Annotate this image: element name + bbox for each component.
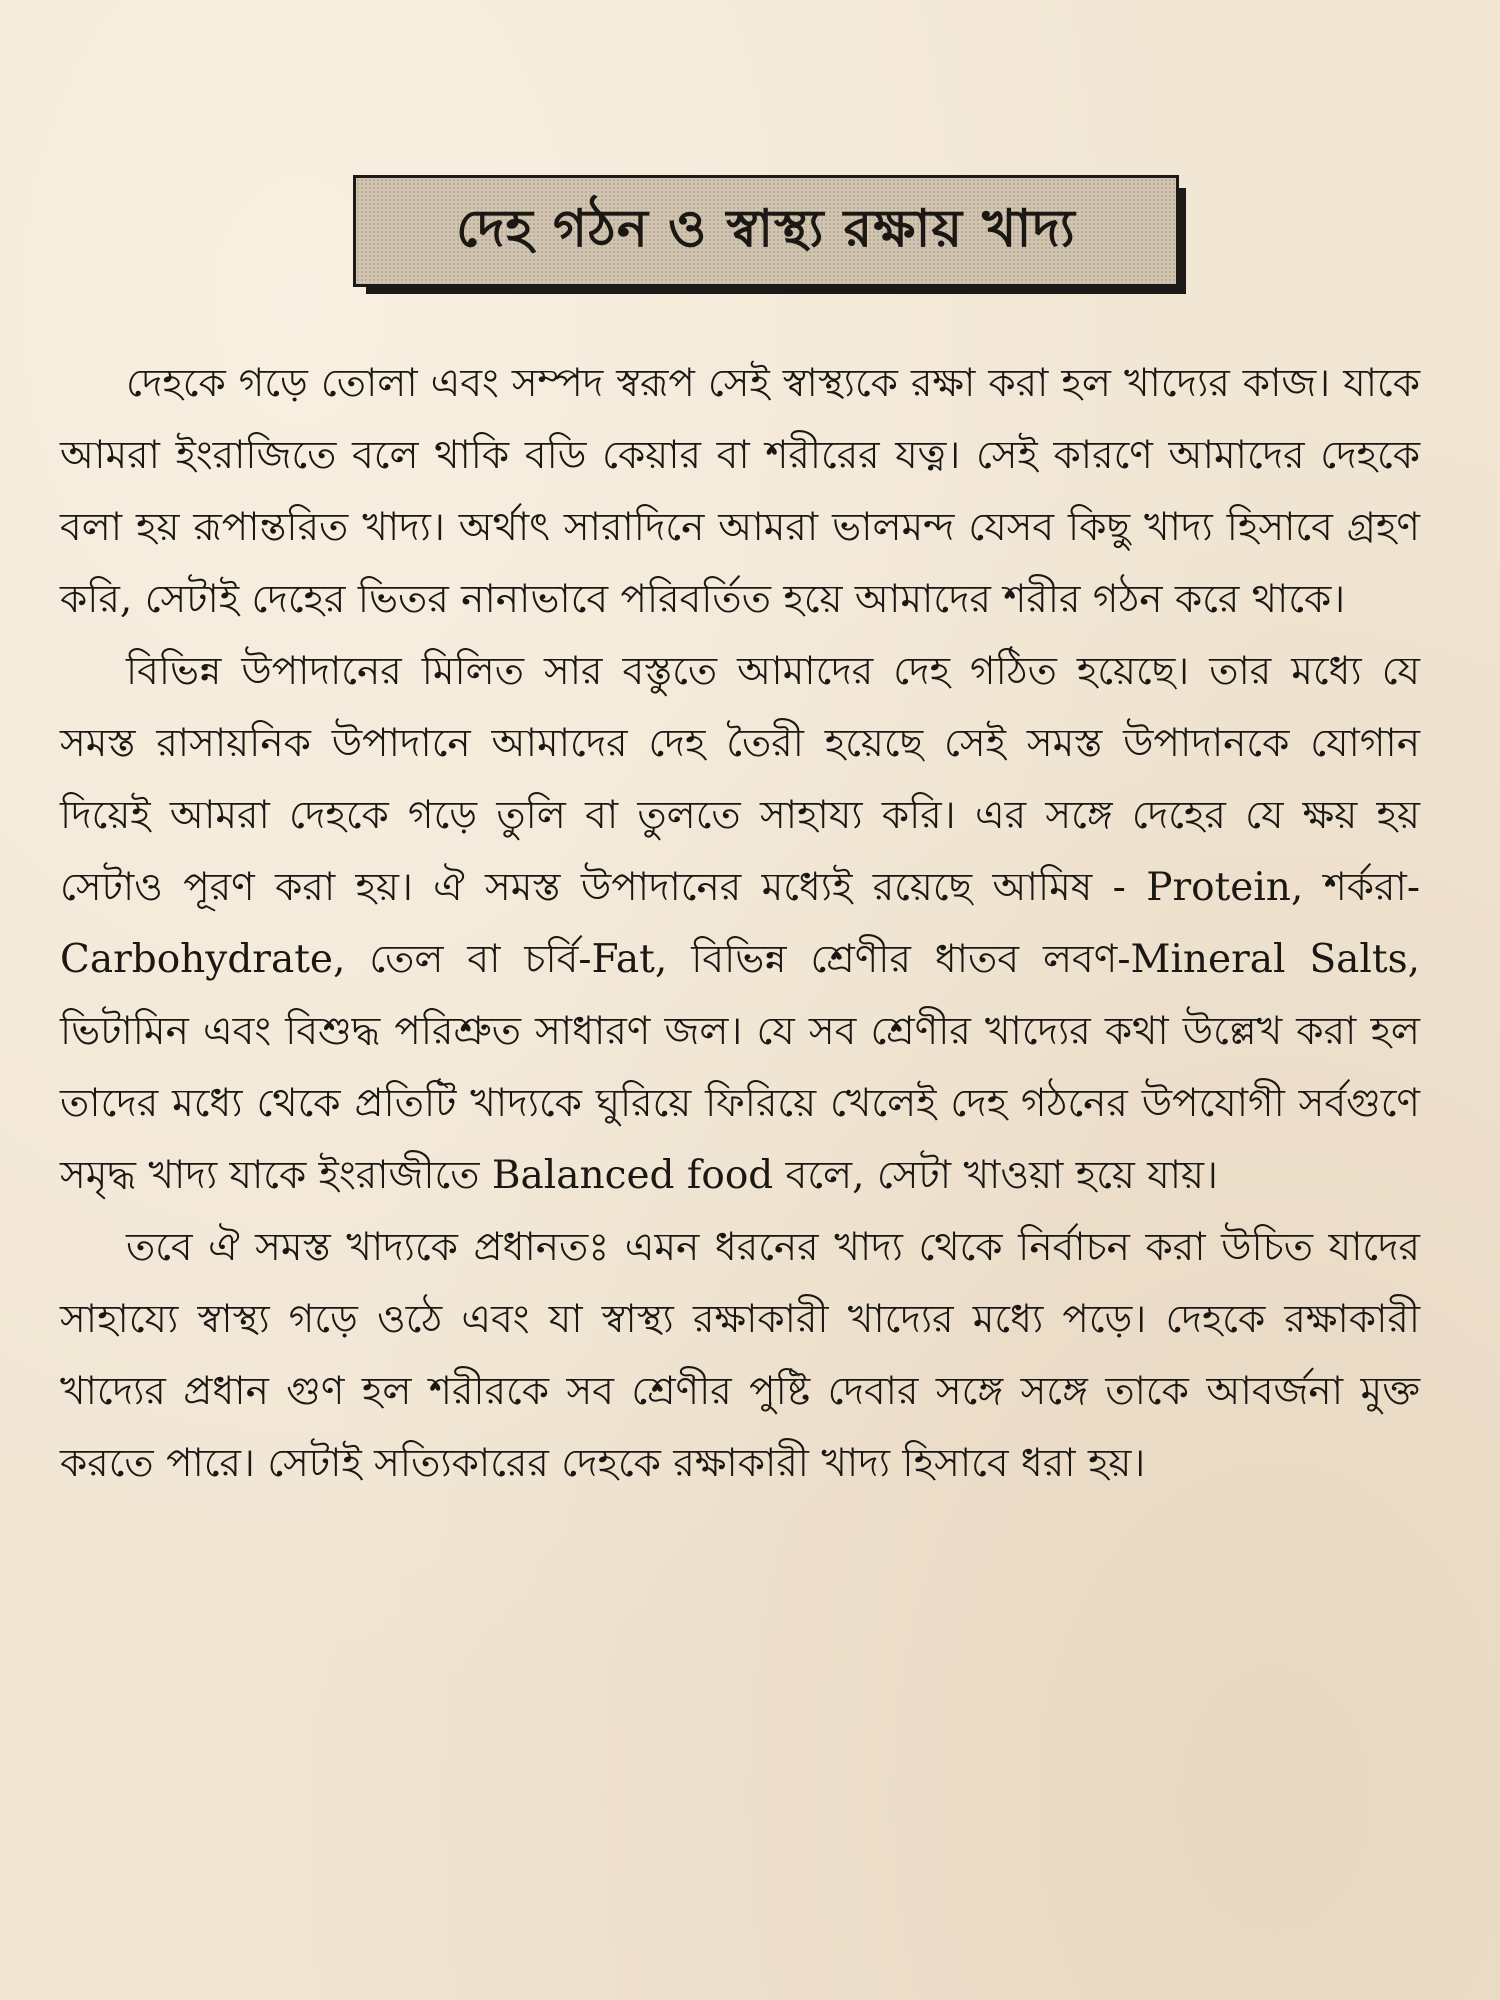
paragraph-3: তবে ঐ সমস্ত খাদ্যকে প্রধানতঃ এমন ধরনের খাদ্য থেকে নির্বাচন করা উচিত যাদের সাহায্যে স্বাস্থ্য গড়ে ওঠে এবং যা স্বাস্থ্য রক্ষাকারী খাদ্যের মধ্যে পড়ে। দেহকে রক্ষাকারী খাদ্যের প্রধান গুণ হল শরীরকে সব শ্রেণীর পুষ্টি দেবার সঙ্গে সঙ্গে তাকে আবর্জনা মুক্ত করতে পারে। সেটাই সত্যিকারের দেহকে রক্ষাকারী খাদ্য হিসাবে ধরা হয়।: [60, 1225, 1420, 1486]
chapter-title: দেহ গঠন ও স্বাস্থ্য রক্ষায় খাদ্য: [456, 198, 1076, 259]
chapter-title-box: [353, 175, 1179, 287]
paragraph-1: দেহকে গড়ে তোলা এবং সম্পদ স্বরূপ সেই স্বাস্থ্যকে রক্ষা করা হল খাদ্যের কাজ। যাকে আমরা ইংরাজিতে বলে থাকি বডি কেয়ার বা শরীরের যত্ন। সেই কারণে আমাদের দেহকে বলা হয় রূপান্তরিত খাদ্য। অর্থাৎ সারাদিনে আমরা ভালমন্দ যেসব কিছু খাদ্য হিসাবে গ্রহণ করি, সেটাই দেহের ভিতর নানাভাবে পরিবর্তিত হয়ে আমাদের শরীর গঠন করে থাকে।: [60, 361, 1420, 622]
paragraph-2: বিভিন্ন উপাদানের মিলিত সার বস্তুতে আমাদের দেহ গঠিত হয়েছে। তার মধ্যে যে সমস্ত রাসায়নিক উপাদানে আমাদের দেহ তৈরী হয়েছে সেই সমস্ত উপাদানকে যোগান দিয়েই আমরা দেহকে গড়ে তুলি বা তুলতে সাহায্য করি। এর সঙ্গে দেহের যে ক্ষয় হয় সেটাও পূরণ করা হয়। ঐ সমস্ত উপাদানের মধ্যেই রয়েছে আমিষ - Protein, শর্করা-Carbohydrate, তেল বা চর্বি-Fat, বিভিন্ন শ্রেণীর ধাতব লবণ-Mineral Salts, ভিটামিন এবং বিশুদ্ধ পরিশ্রুত সাধারণ জল। যে সব শ্রেণীর খাদ্যের কথা উল্লেখ করা হল তাদের মধ্যে থেকে প্রতিটি খাদ্যকে ঘুরিয়ে ফিরিয়ে খেলেই দেহ গঠনের উপযোগী সর্বগুণে সমৃদ্ধ খাদ্য যাকে ইংরাজীতে Balanced food বলে, সেটা খাওয়া হয়ে যায়।: [60, 649, 1420, 1198]
body-text: [60, 348, 1420, 1500]
